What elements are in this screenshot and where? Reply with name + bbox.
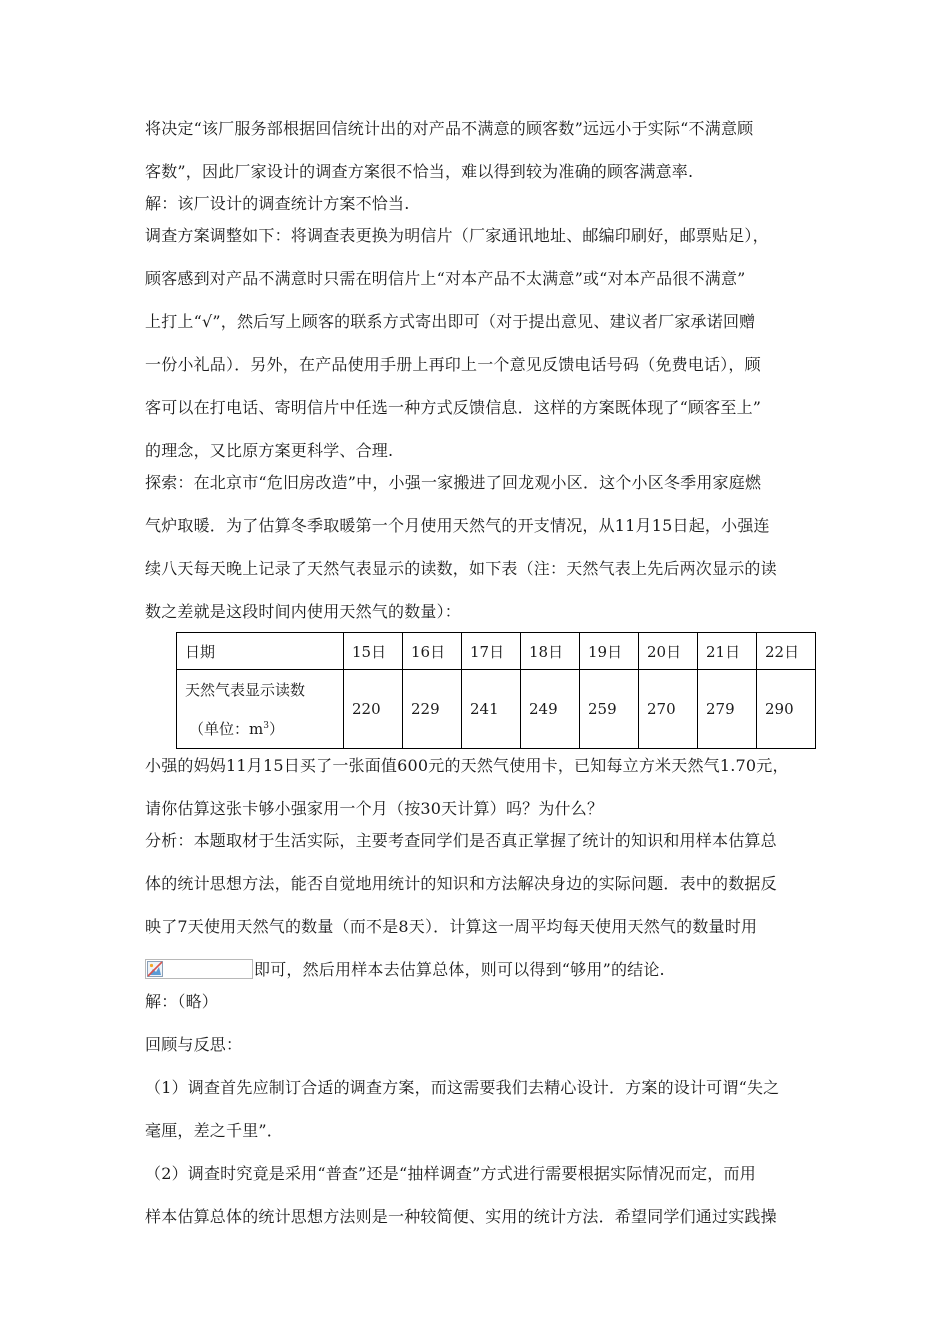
reading-cell: 279 (698, 670, 757, 749)
paragraph-line: 客数”，因此厂家设计的调查方案很不恰当，难以得到较为准确的顾客满意率. (145, 162, 694, 181)
broken-image-icon (147, 961, 163, 977)
formula-line (145, 959, 820, 981)
date-cell: 20日 (639, 633, 698, 670)
reading-cell: 259 (580, 670, 639, 749)
paragraph-line: 毫厘，差之千里”． (145, 1121, 283, 1140)
paragraph-line: 一份小礼品）．另外，在产品使用手册上再印上一个意见反馈电话号码（免费电话），顾 (145, 355, 761, 374)
date-cell: 19日 (580, 633, 639, 670)
paragraph-line: 样本估算总体的统计思想方法则是一种较简便、实用的统计方法．希望同学们通过实践操 (145, 1207, 777, 1226)
paragraph-line: 将决定“该厂服务部根据回信统计出的对产品不满意的顾客数”远远小于实际“不满意顾 (145, 119, 754, 138)
explore-line: 探索：在北京市“危旧房改造”中，小强一家搬进了回龙观小区．这个小区冬季用家庭燃 (145, 473, 762, 492)
section-heading: 回顾与反思： (145, 1035, 243, 1054)
solution-line: 解：该厂设计的调查统计方案不恰当. (145, 194, 410, 213)
date-cell: 16日 (403, 633, 462, 670)
reading-label: 天然气表显示读数 (185, 680, 306, 699)
paragraph-line: 上打上“√”，然后写上顾客的联系方式寄出即可（对于提出意见、建议者厂家承诺回赠 (145, 312, 756, 331)
date-header-cell: 日期 (177, 633, 344, 670)
date-cell: 17日 (462, 633, 521, 670)
reading-header-cell (177, 670, 344, 749)
date-cell: 15日 (344, 633, 403, 670)
document-page (145, 118, 820, 1228)
paragraph-line: 数之差就是这段时间内使用天然气的数量）： (145, 602, 462, 621)
paragraph-line: 请你估算这张卡够小强家用一个月（按30天计算）吗？为什么？ (145, 799, 604, 818)
paragraph-line: （2）调查时究竟是采用“普查”还是“抽样调查”方式进行需要根据实际情况而定，而用 (145, 1164, 756, 1183)
reading-cell: 249 (521, 670, 580, 749)
reading-cell: 270 (639, 670, 698, 749)
paragraph-line: 小强的妈妈11月15日买了一张面值600元的天然气使用卡，已知每立方米天然气1.70元， (145, 756, 789, 775)
table-row (177, 670, 816, 749)
analysis-line: 分析：本题取材于生活实际，主要考查同学们是否真正掌握了统计的知识和用样本估算总 (145, 831, 777, 850)
paragraph-line: 调查方案调整如下：将调查表更换为明信片（厂家通讯地址、邮编印刷好，邮票贴足）， (145, 226, 769, 245)
reading-cell: 229 (403, 670, 462, 749)
date-cell: 22日 (757, 633, 816, 670)
table-header-row (177, 633, 816, 670)
paragraph-line: 客可以在打电话、寄明信片中任选一种方式反馈信息．这样的方案既体现了“顾客至上” (145, 398, 762, 417)
paragraph-line: （1）调查首先应制订合适的调查方案，而这需要我们去精心设计．方案的设计可谓“失之 (145, 1078, 780, 1097)
paragraph-line: 顾客感到对产品不满意时只需在明信片上“对本产品不太满意”或“对本产品很不满意” (145, 269, 746, 288)
gas-reading-table (176, 632, 816, 749)
paragraph-line: 映了7天使用天然气的数量（而不是8天）．计算这一周平均每天使用天然气的数量时用 (145, 917, 758, 936)
formula-line-text: 即可，然后用样本去估算总体，则可以得到“够用”的结论. (254, 960, 665, 979)
paragraph-line: 的理念，又比原方案更科学、合理. (145, 441, 394, 460)
reading-cell: 220 (344, 670, 403, 749)
reading-cell: 241 (462, 670, 521, 749)
paragraph-line: 气炉取暖．为了估算冬季取暖第一个月使用天然气的开支情况，从11月15日起，小强连 (145, 516, 770, 535)
date-cell: 18日 (521, 633, 580, 670)
paragraph-line: 体的统计思想方法，能否自觉地用统计的知识和方法解决身边的实际问题．表中的数据反 (145, 874, 777, 893)
reading-cell: 290 (757, 670, 816, 749)
formula-image-placeholder (145, 959, 253, 979)
unit-label: （单位：$m^3$） (189, 719, 284, 738)
paragraph-line: 续八天每天晚上记录了天然气表显示的读数，如下表（注：天然气表上先后两次显示的读 (145, 559, 777, 578)
date-cell: 21日 (698, 633, 757, 670)
solution-line: 解：（略） (145, 992, 219, 1011)
